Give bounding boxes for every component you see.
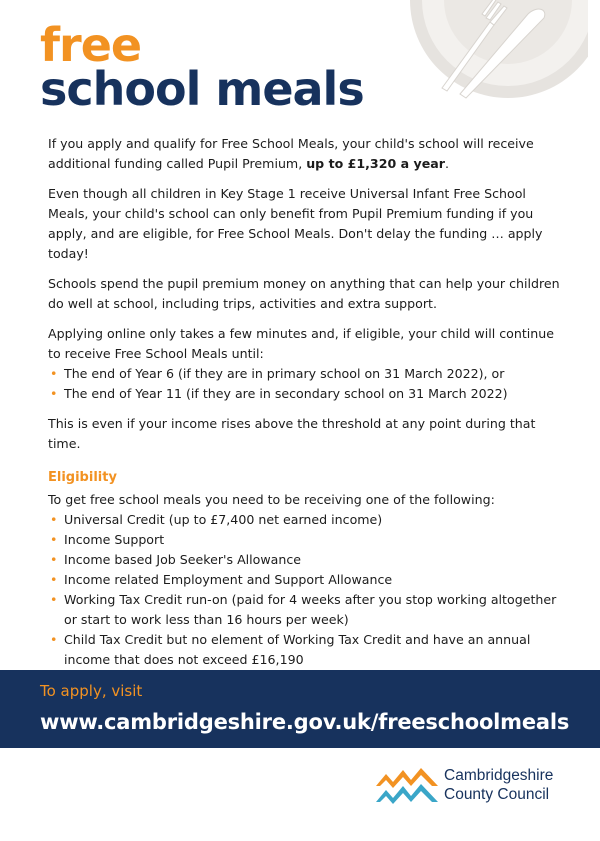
intro-paragraph-3: Schools spend the pupil premium money on anything that can help your children do well at school, including trips, activities and extra support. — [48, 276, 560, 311]
council-name-line-1: Cambridgeshire — [444, 767, 554, 784]
pupil-premium-amount: up to £1,320 a year — [306, 156, 445, 171]
list-item: • Universal Credit (up to £7,400 net earned income) — [48, 510, 568, 530]
council-name-line-2: County Council — [444, 786, 550, 803]
list-item: • Working Tax Credit run-on (paid for 4 weeks after you stop working altogether or start to work less than 16 hours per week) — [48, 590, 568, 630]
title-line-school-meals: school meals — [40, 62, 364, 116]
council-name — [444, 766, 553, 804]
list-item: • The end of Year 11 (if they are in secondary school on 31 March 2022) — [48, 384, 568, 404]
eligibility-heading: Eligibility — [48, 470, 117, 485]
until-list — [48, 364, 568, 404]
apply-url-link[interactable]: www.cambridgeshire.gov.uk/freeschoolmeals — [40, 710, 570, 734]
list-item: • Income Support — [48, 530, 568, 550]
eligibility-list — [48, 510, 568, 670]
plate-fork-knife-icon — [398, 0, 588, 100]
list-item: • Income related Employment and Support Allowance — [48, 570, 568, 590]
apply-label: To apply, visit — [40, 682, 143, 700]
title-line-free: free — [40, 18, 142, 72]
council-logo-icon — [374, 766, 440, 806]
council-logo — [374, 762, 574, 812]
page-title — [40, 18, 364, 116]
apply-banner — [0, 670, 600, 748]
intro-paragraph-1: If you apply and qualify for Free School Meals, your child's school will receive additional funding called Pupil Premium, up to £1,320 a year. — [48, 136, 534, 171]
intro-paragraph-4: Applying online only takes a few minutes and, if eligible, your child will continue to receive Free School Meals until: — [48, 326, 554, 361]
eligibility-lead: To get free school meals you need to be receiving one of the following: — [48, 492, 495, 507]
intro-paragraph-2: Even though all children in Key Stage 1 receive Universal Infant Free School Meals, your child's school can only benefit from Pupil Premium funding if you apply, and are eligible, for Free School Meals. Don't delay the funding … apply today! — [48, 186, 543, 261]
list-item: • Income based Job Seeker's Allowance — [48, 550, 568, 570]
intro-paragraph-5: This is even if your income rises above the threshold at any point during that time. — [48, 416, 536, 451]
list-item: • The end of Year 6 (if they are in primary school on 31 March 2022), or — [48, 364, 568, 384]
list-item: • Child Tax Credit but no element of Working Tax Credit and have an annual income that does not exceed £16,190 — [48, 630, 568, 670]
main-content — [48, 134, 568, 670]
